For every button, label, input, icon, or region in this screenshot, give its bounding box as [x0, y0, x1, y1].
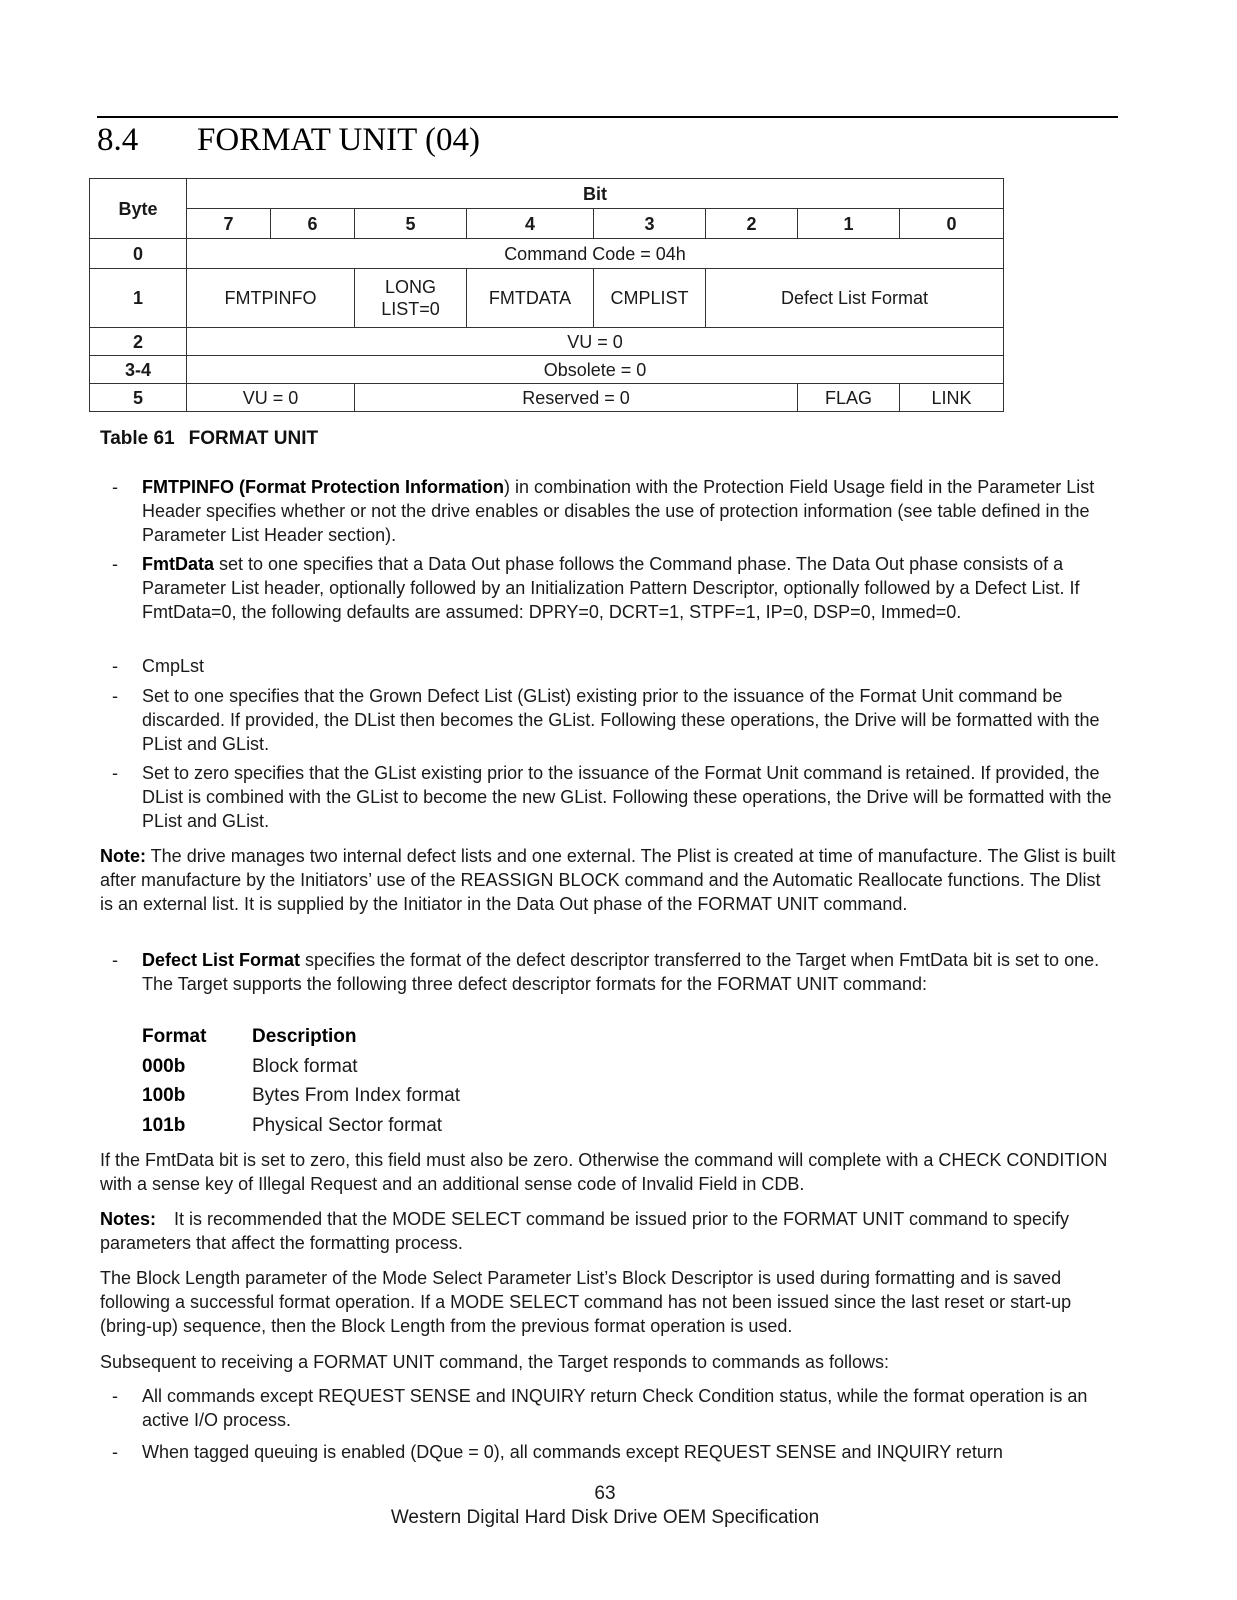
bullet-dash: -	[112, 656, 118, 676]
format-row	[142, 1111, 460, 1141]
bullet-term: FmtData	[142, 554, 215, 574]
longlist-cell: LONG LIST=0	[355, 269, 467, 328]
command-code-cell: Command Code = 04h	[187, 239, 1004, 269]
bullet-dash: -	[112, 686, 118, 706]
bullet-text: Set to zero specifies that the GList existing prior to the issuance of the Format Unit command is retained. If provided, the DList is combined with the GList to become the new GList. Following these operations, the Drive will be formatted with the PList and GList.	[142, 763, 1112, 831]
bullet-fmtpinfo	[112, 475, 1116, 547]
bullet-text: set to one specifies that a Data Out phase follows the Command phase. The Data Out phase consists of a Parameter List header, optionally followed by an Initialization Pattern Descriptor, optionally followed by a Defect List. If FmtData=0, the following defaults are assumed: DPRY=0, DCRT=1, STPF=1, IP=0, DSP=0, Immed=0.	[142, 554, 1080, 622]
bullet-cmplst	[112, 654, 1116, 678]
format-table	[142, 1022, 460, 1140]
top-rule	[97, 116, 1118, 118]
command-table	[89, 178, 1004, 412]
byte-0: 0	[90, 239, 187, 269]
section-heading	[97, 122, 480, 159]
obsolete-cell: Obsolete = 0	[187, 356, 1004, 384]
byte-1: 1	[90, 269, 187, 328]
bit-5: 5	[355, 209, 467, 239]
subsequent-paragraph: Subsequent to receiving a FORMAT UNIT command, the Target responds to commands as follows:	[100, 1352, 890, 1372]
byte-5: 5	[90, 384, 187, 412]
bit-header: Bit	[187, 179, 1004, 209]
format-row	[142, 1052, 460, 1082]
format-row	[142, 1081, 460, 1111]
page-number: 63	[594, 1483, 616, 1504]
format-code: 100b	[142, 1085, 186, 1106]
bullet-text: Set to one specifies that the Grown Defect List (GList) existing prior to the issuance of the Format Unit command be discarded. If provided, the DList then becomes the GList. Following these operations, the Drive will be formatted with the PList and GList.	[142, 686, 1100, 754]
flag-cell: FLAG	[798, 384, 900, 412]
bullet-cmplst-one	[112, 684, 1116, 756]
bit-1: 1	[798, 209, 900, 239]
note-paragraph	[100, 844, 1116, 916]
vu-cell: VU = 0	[187, 328, 1004, 356]
format-code: 000b	[142, 1055, 186, 1077]
caption-title: FORMAT UNIT	[188, 428, 319, 449]
bit-3: 3	[594, 209, 706, 239]
bit-0: 0	[900, 209, 1004, 239]
bullet-tagged-queuing	[112, 1440, 1116, 1464]
bullet-text: All commands except REQUEST SENSE and INQUIRY return Check Condition status, while the format operation is an active I/O process.	[142, 1386, 1088, 1430]
fmtdata-cell: FMTDATA	[467, 269, 594, 328]
notes-text: It is recommended that the MODE SELECT command be issued prior to the FORMAT UNIT command to specify parameters that affect the formatting process.	[100, 1209, 1070, 1253]
link-cell: LINK	[900, 384, 1004, 412]
byte-3-4: 3-4	[90, 356, 187, 384]
bullet-term: Defect List Format	[142, 950, 301, 970]
bit-6: 6	[271, 209, 355, 239]
note-label: Note:	[100, 846, 146, 866]
block-length-paragraph: The Block Length parameter of the Mode Select Parameter List’s Block Descriptor is used during formatting and is saved following a successful format operation. If a MODE SELECT command has not been issued since the last reset or start-up (bring-up) sequence, then the Block Length from the previous format operation is used.	[100, 1268, 1072, 1336]
bullet-defect-list-format	[112, 948, 1116, 996]
section-number: 8.4	[97, 122, 139, 158]
format-table-header	[142, 1022, 460, 1052]
note-text: The drive manages two internal defect lists and one external. The Plist is created at time of manufacture. The Glist is built after manufacture by the Initiators’ use of the REASSIGN BLOCK command and the Automatic Reallocate functions. The Dlist is an external list. It is supplied by the Initiator in the Data Out phase of the FORMAT UNIT command.	[100, 846, 1116, 914]
footer-title: Western Digital Hard Disk Drive OEM Specification	[390, 1507, 820, 1528]
description-header: Description	[252, 1026, 357, 1047]
caption-label: Table 61	[100, 428, 175, 449]
table-caption	[100, 428, 318, 450]
bullet-text: ) in combination with the Protection Field Usage field in the Parameter List Header specifies whether or not the drive enables or disables the use of protection information (see table defined in the Parameter List Header section).	[142, 477, 1095, 545]
reserved-cell: Reserved = 0	[355, 384, 798, 412]
vu-byte5-cell: VU = 0	[187, 384, 355, 412]
bullet-dash: -	[112, 477, 118, 497]
notes-label: Notes:	[100, 1209, 157, 1229]
bullet-text: specifies the format of the defect descriptor transferred to the Target when FmtData bit is set to one. The Target supports the following three defect descriptor formats for the FORMAT UNIT command:	[142, 950, 1100, 994]
notes-paragraph	[100, 1207, 1116, 1255]
bullet-all-commands	[112, 1384, 1116, 1432]
bullet-text: When tagged queuing is enabled (DQue = 0), all commands except REQUEST SENSE and INQUIRY return	[142, 1442, 1003, 1462]
defect-list-format-cell: Defect List Format	[706, 269, 1004, 328]
fmtdata-paragraph: If the FmtData bit is set to zero, this field must also be zero. Otherwise the command will complete with a CHECK CONDITION with a sense key of Illegal Request and an additional sense code of Invalid Field in CDB.	[100, 1150, 1108, 1194]
fmtpinfo-cell: FMTPINFO	[187, 269, 355, 328]
format-description: Bytes From Index format	[252, 1085, 461, 1106]
bullet-text: CmpLst	[142, 656, 205, 676]
bullet-cmplst-zero	[112, 761, 1116, 833]
format-description: Physical Sector format	[252, 1114, 443, 1136]
bullet-dash: -	[112, 1442, 118, 1462]
format-header: Format	[142, 1026, 207, 1047]
cmplist-cell: CMPLIST	[594, 269, 706, 328]
bit-4: 4	[467, 209, 594, 239]
bullet-dash: -	[112, 554, 118, 574]
bullet-fmtdata	[112, 552, 1116, 624]
bullet-dash: -	[112, 763, 118, 783]
format-description: Block format	[252, 1055, 358, 1077]
bullet-term: FMTPINFO (Format Protection Information	[142, 477, 504, 497]
byte-2: 2	[90, 328, 187, 356]
format-code: 101b	[142, 1114, 186, 1136]
bullet-dash: -	[112, 1386, 118, 1406]
bit-2: 2	[706, 209, 798, 239]
bit-7: 7	[187, 209, 271, 239]
byte-header: Byte	[90, 179, 187, 239]
bullet-dash: -	[112, 950, 118, 970]
section-title: FORMAT UNIT (04)	[197, 122, 480, 158]
